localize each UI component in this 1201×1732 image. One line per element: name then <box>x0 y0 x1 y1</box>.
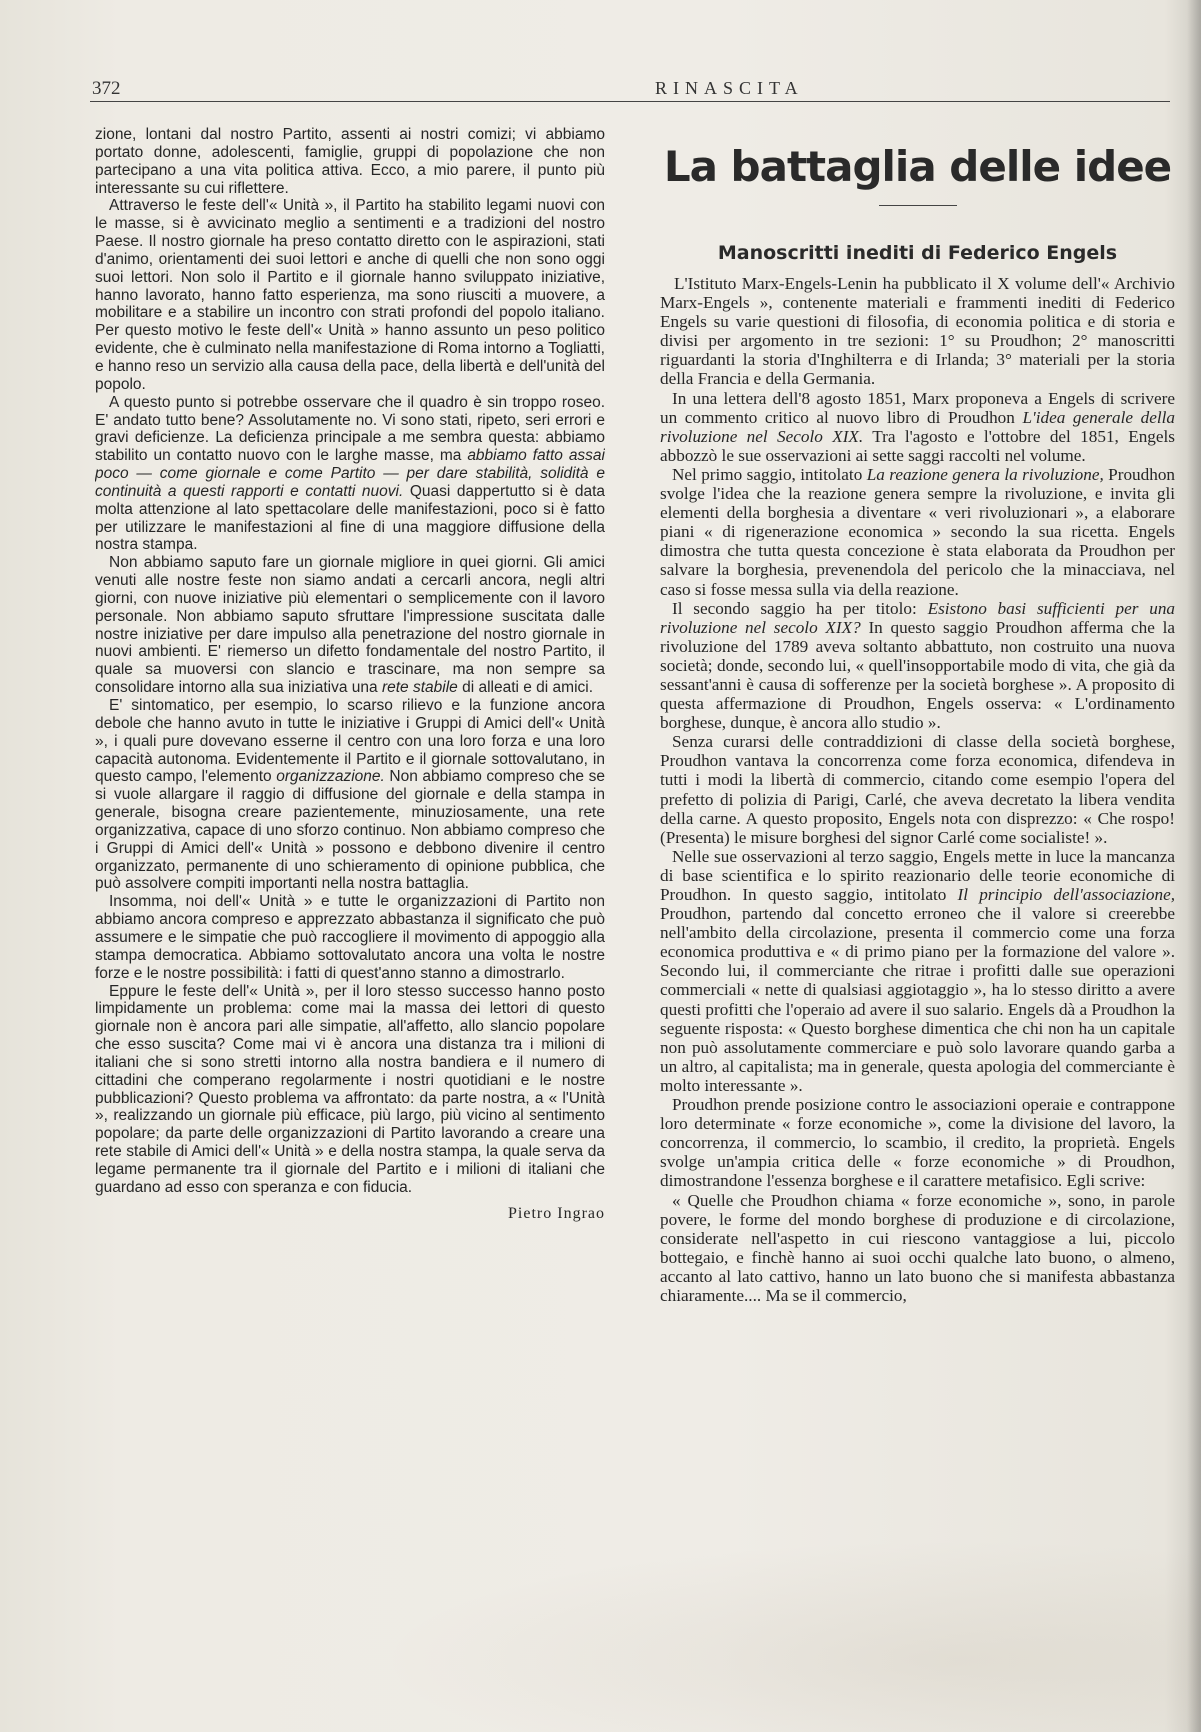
article-paragraph: « Quelle che Proudhon chiama « forze economiche », sono, in parole povere, le forme del mondo borghese di produzione e di circolazione, considerate nell'aspetto in cui riescono vantaggiose a lui, piccolo bottegaio, e finchè hanno ai suoi occhi qualche lato buono, o almeno, accanto al lato cattivo, hanno un lato buono che si manifesta abbastanza chiaramente.... Ma se il commercio, <box>660 1190 1175 1305</box>
article-paragraph-text: Nelle sue osservazioni al terzo saggio, Engels mette in luce la mancanza di base scientifica e lo spirito reazionario delle teorie economiche di Proudhon. In questo saggio, intitolato <box>660 846 1175 904</box>
left-paragraph <box>95 554 605 697</box>
article-paragraph-text: In una lettera dell'8 agosto 1851, Marx proponeva a Engels di scrivere un commento critico al nuovo libro di Proudhon <box>660 388 1175 427</box>
left-paragraph-text: Quasi dappertutto si è data molta attenzione al lato spettacolare delle manifestazioni, poco si è fatto per utilizzare le manifestazioni al fine di una maggiore diffusione della nostra stampa. <box>95 482 605 554</box>
essay-title: La reazione genera la rivoluzione, <box>866 464 1104 484</box>
left-paragraph-text: E' sintomatico, per esempio, lo scarso rilievo e la funzione ancora debole che hanno avuto in tutte le iniziative i Gruppi di Amici dell'« Unità », i quali pure dovevano esserne il centro con una loro forza e una loro capacità autonoma. Evidentemente il Partito e il giornale sottovalutano, in questo campo, l'elemento <box>95 697 605 786</box>
page-number: 372 <box>92 78 121 99</box>
left-paragraph-text: di alleati e di amici. <box>462 679 594 697</box>
page-header <box>92 74 1172 102</box>
right-column-section <box>660 142 1175 1702</box>
article-paragraph: Senza curarsi delle contraddizioni di classe della società borghese, Proudhon vantava la concorrenza come forza economica, difendeva in tutti i modi la libertà di commercio, citando come esempio l'opera del prefetto di polizia di Parigi, Carlé, che aveva decretato la libera vendita della carne. A questo proposito, Engels nota con disprezzo: « Che rospo! (Presenta) le misure borghesi del signor Carlé come socialiste! ». <box>660 732 1175 847</box>
article-paragraph: Proudhon prende posizione contro le associazioni operaie e contrappone loro determinate « forze economiche », come la divisione del lavoro, la concorrenza, il commercio, lo scambio, il credito, la proprietà. Engels svolge un'ampia critica delle « forze economiche » di Proudhon, dimostrandone l'essenza borghese e il carattere metafisico. Egli scrive: <box>660 1095 1175 1191</box>
article-paragraph-text: In questo saggio Proudhon afferma che la rivoluzione del 1789 aveva soltanto abbattuto, non costruito una nuova società; donde, secondo lui, « quell'insopportabile modo di vita, che già da sessant'anni è causa di sofferenze per la società borghese ». A proposito di questa affermazione di Proudhon, Engels osserva: « L'ordinamento borghese, dunque, è ancora allo studio ». <box>660 617 1175 733</box>
left-paragraph-text: Non abbiamo saputo fare un giornale migliore in quei giorni. Gli amici venuti alle nostre feste non siamo andati a cercarli ancora, negli altri giorni, con nuove iniziative più elementari o semplicemente con il lavoro personale. Non abbiamo saputo sfruttare l'impressione suscitata dalle nostre iniziative per dare impulso alla penetrazione del nostro giornale in nuovi ambienti. E' riemerso un difetto fondamentale del nostro Partito, il quale sa muoversi con slancio e trascinare, ma non sempre sa consolidare intorno alla sua iniziativa una <box>95 554 605 697</box>
article-paragraph-text: Proudhon svolge l'idea che la reazione genera sempre la rivoluzione, e invita gli elementi della borghesia a diventare « veri rivoluzionari », a elaborare piani « di rigenerazione economica » secondo la sua ricetta. Engels dimostra che tutta questa concezione è stata elaborata da Proudhon per salvare la borghesia, prevenendola del pericolo che la minacciava, nel caso si fosse messa sulla via della reazione. <box>660 464 1175 599</box>
left-paragraph: Insomma, noi dell'« Unità » e tutte le organizzazioni di Partito non abbiamo ancora compreso e apprezzato abbastanza il significato che può assumere e le simpatie che può raccogliere il movimento di appoggio alla stampa democratica. Abbiamo sottovalutato ancora una volta le nostre forze e le nostre possibilità: i fatti di quest'anno stanno a dimostrarlo. <box>95 893 605 982</box>
left-paragraph-emphasis: organizzazione. <box>276 768 385 786</box>
article-body <box>660 274 1175 1305</box>
article-paragraph <box>660 599 1175 733</box>
left-paragraph <box>95 394 605 555</box>
left-paragraph-emphasis: rete stabile <box>381 679 458 697</box>
article-paragraph-text: Proudhon, partendo dal concetto erroneo che il valore si creerebbe nell'ambito della circolazione, presenta il commercio come una forza economica produttiva e « di primo piano per la formazione del valore ». Secondo lui, il commerciante che ritrae i profitti dalle sue operazioni commerciali « nette di qualsiasi aggiotaggio », ha lo stesso diritto a avere questi profitti che l'operaio ad avere il suo salario. Engels dà a Proudhon la seguente risposta: « Questo borghese dimentica che chi non ha un capitale non può assolutamente commerciare e può solo lavorare quando garba a un altro, al capitalista; ma in generale, questa apologia del commerciante è molto interessante ». <box>660 904 1175 1095</box>
article-paragraph-text: Il secondo saggio ha per titolo: <box>672 598 917 618</box>
left-paragraph: zione, lontani dal nostro Partito, assenti ai nostri comizi; vi abbiamo portato donne, adolescenti, famiglie, gruppi di popolazione che non partecipano a una vita politica attiva. Ecco, a mio parere, il punto più interessante su cui riflettere. <box>95 126 605 197</box>
left-paragraph-emphasis: abbiamo fatto assai poco — come giornale e come Partito — per dare stabilità, solidità e continuità a questi rapporti e contatti nuovi. <box>95 447 605 500</box>
left-paragraph: Attraverso le feste dell'« Unità », il Partito ha stabilito legami nuovi con le masse, si è avvicinato meglio a sentimenti e a tradizioni del nostro Paese. Il nostro giornale ha preso contatto diretto con le aspirazioni, stati d'animo, orientamenti dei suoi lettori e anche di quelli che non sono oggi suoi lettori. Non solo il Partito e il giornale hanno sviluppato iniziative, hanno lavorato, hanno fatto esperienza, ma sono riusciti a muovere, a mobilitare e a stabilire un incontro con strati profondi del popolo italiano. Per questo motivo le feste dell'« Unità » hanno assunto un peso politico evidente, che è culminato nella manifestazione di Roma intorno a Togliatti, e hanno reso un servizio alla causa della pace, della libertà e dell'unità del popolo. <box>95 197 605 393</box>
article-paragraph <box>660 465 1175 599</box>
left-paragraph: Eppure le feste dell'« Unità », per il loro stesso successo hanno posto limpidamente un problema: come mai la massa dei lettori di questo giornale non è ancora pari alle simpatie, all'affetto, allo slancio popolare che esso suscita? Come mai vi è ancora una distanza tra i milioni di italiani che si sono stretti intorno alla nostra bandiera e il numero di cittadini che comperano regolarmente i nostri quotidiani e le nostre pubblicazioni? Questo problema va affrontato: da parte nostra, a « l'Unità », realizzando un giornale più efficace, più largo, più vicino al sentimento popolare; da parte delle organizzazioni di Partito lavorando a creare una rete stabile di Amici dell'« Unità » e della nostra stampa, la quale serva da legame permanente tra il giornale del Partito e i milioni di italiani che guardano ad esso con speranza e con fiducia. <box>95 982 605 1196</box>
left-paragraph <box>95 697 605 893</box>
left-column-article <box>95 126 605 1686</box>
page-edge-shadow <box>1187 0 1201 1732</box>
running-head: RINASCITA <box>655 78 804 98</box>
section-title: La battaglia delle idee <box>663 142 1172 191</box>
article-title: Manoscritti inediti di Federico Engels <box>717 242 1118 264</box>
left-paragraph-text: A questo punto si potrebbe osservare che il quadro è sin troppo roseo. E' andato tutto bene? Assolutamente no. Vi sono stati, ripeto, seri errori e gravi deficienze. La deficienza principale a me sembra questa: abbiamo stabilito un contatto nuovo con le larghe masse, ma <box>95 393 605 465</box>
article-paragraph-text: Nel primo saggio, intitolato <box>672 464 863 484</box>
article-paragraph-text: Tra l'agosto e l'ottobre del 1851, Engels abbozzò le sue osservazioni ai sette saggi raccolti nel volume. <box>660 426 1175 465</box>
author-signature: Pietro Ingrao <box>508 1204 605 1222</box>
essay-title: Esistono basi sufficienti per una rivoluzione nel secolo XIX? <box>660 598 1175 637</box>
article-paragraph <box>660 389 1175 465</box>
left-paragraph-text: Non abbiamo compreso che se si vuole allargare il raggio di diffusione del giornale e della stampa in generale, bisogna creare pazientemente, minuziosamente, una rete organizzativa, capace di uno sforzo continuo. Non abbiamo compreso che i Gruppi di Amici dell'« Unità » possono e debbono divenire il centro organizzato, permanente di uno schieramento di opinione pubblica, che può assolvere compiti importanti nella nostra battaglia. <box>95 768 605 893</box>
title-rule <box>879 205 957 206</box>
header-rule <box>90 101 1170 102</box>
article-paragraph <box>660 847 1175 1095</box>
essay-title: Il principio dell'associazione, <box>957 885 1175 904</box>
article-paragraph: L'Istituto Marx-Engels-Lenin ha pubblicato il X volume dell'« Archivio Marx-Engels », contenente materiali e frammenti inediti di Federico Engels su varie questioni di filosofia, di economia politica e di storia e divisi per argomento in tre sezioni: 1° su Proudhon; 2° manoscritti riguardanti la storia d'Inghilterra e di Irlanda; 3° materiali per la storia della Francia e della Germania. <box>660 274 1175 389</box>
book-title: L'idea generale della rivoluzione nel Secolo XIX. <box>660 407 1175 446</box>
